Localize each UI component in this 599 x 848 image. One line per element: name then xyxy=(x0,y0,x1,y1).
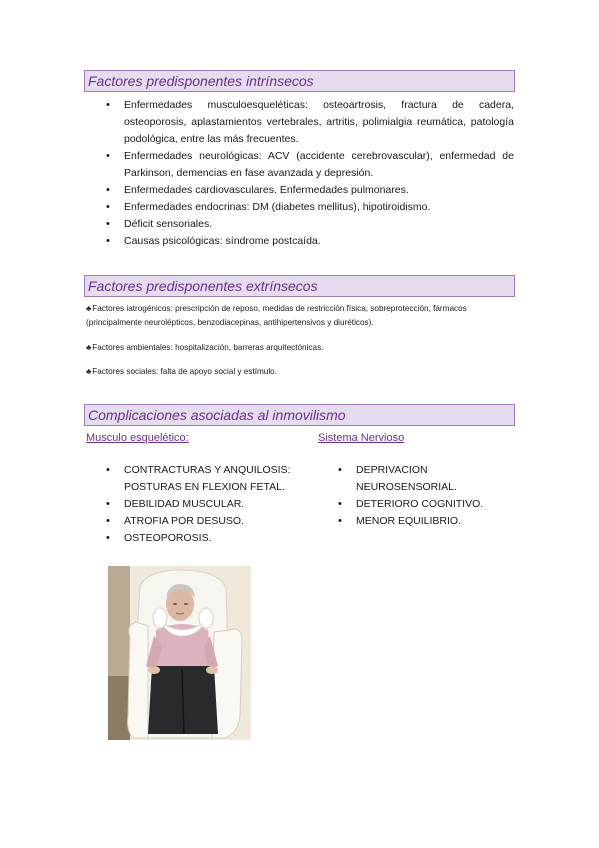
patient-photo-illustration xyxy=(108,566,251,740)
extrinsic-factors-title: Factores predisponentes extrínsecos xyxy=(88,278,318,294)
extrinsic-item-text: Factores sociales: falta de apoyo social y estímulo. xyxy=(92,367,278,376)
nervous-system-list xyxy=(338,462,518,530)
list-item: • OSTEOPOROSIS. xyxy=(106,530,296,547)
list-item: • DEBILIDAD MUSCULAR. xyxy=(106,496,296,513)
list-item: • Enfermedades cardiovasculares. Enfermedades pulmonares. xyxy=(106,182,514,199)
list-item: • DETERIORO COGNITIVO. xyxy=(338,496,518,513)
club-bullet-icon: ♣ xyxy=(86,343,92,352)
list-item: • DEPRIVACION NEUROSENSORIAL. xyxy=(338,462,518,496)
list-item: • CONTRACTURAS Y ANQUILOSIS: POSTURAS EN FLEXION FETAL. xyxy=(106,462,296,496)
intrinsic-factors-list xyxy=(106,97,514,250)
list-item: • Enfermedades musculoesqueléticas: osteoartrosis, fractura de cadera, osteoporosis, aplastamientos vertebrales, artritis, polimialgia reumática, patología podológica, entre las más frecuentes. xyxy=(106,97,514,148)
club-bullet-icon: ♣ xyxy=(86,367,92,376)
list-item: • Enfermedades endocrinas: DM (diabetes mellitus), hipotiroidismo. xyxy=(106,199,514,216)
extrinsic-item-text: Factores iatrogénicos: prescripción de reposo, medidas de restricción física, sobreprotección, fármacos (principalmente neurolépticos, benzodiacepinas, antihipertensivos y diuréticos). xyxy=(86,304,467,327)
list-item: • Causas psicológicas: síndrome postcaída. xyxy=(106,233,514,250)
extrinsic-item-iatrogenic xyxy=(86,302,516,329)
musculoskeletal-subheading: Musculo esquelético: xyxy=(86,432,189,444)
complications-heading xyxy=(84,404,515,426)
extrinsic-item-social xyxy=(86,365,516,379)
list-item: • Déficit sensoriales. xyxy=(106,216,514,233)
list-item: • MENOR EQUILIBRIO. xyxy=(338,513,518,530)
extrinsic-item-text: Factores ambientales: hospitalización, barreras arquitectónicas. xyxy=(92,343,324,352)
extrinsic-item-environmental xyxy=(86,341,516,355)
complications-title: Complicaciones asociadas al inmovilismo xyxy=(88,407,346,423)
intrinsic-factors-title: Factores predisponentes intrínsecos xyxy=(88,73,314,89)
patient-photo xyxy=(108,566,251,740)
extrinsic-factors-heading xyxy=(84,275,515,297)
list-item: • ATROFIA POR DESUSO. xyxy=(106,513,296,530)
intrinsic-factors-heading xyxy=(84,70,515,92)
club-bullet-icon: ♣ xyxy=(86,304,92,313)
nervous-system-subheading: Sistema Nervioso xyxy=(318,432,405,444)
list-item: • Enfermedades neurológicas: ACV (accidente cerebrovascular), enfermedad de Parkinson, demencias en fase avanzada y depresión. xyxy=(106,148,514,182)
musculoskeletal-list xyxy=(106,462,296,547)
